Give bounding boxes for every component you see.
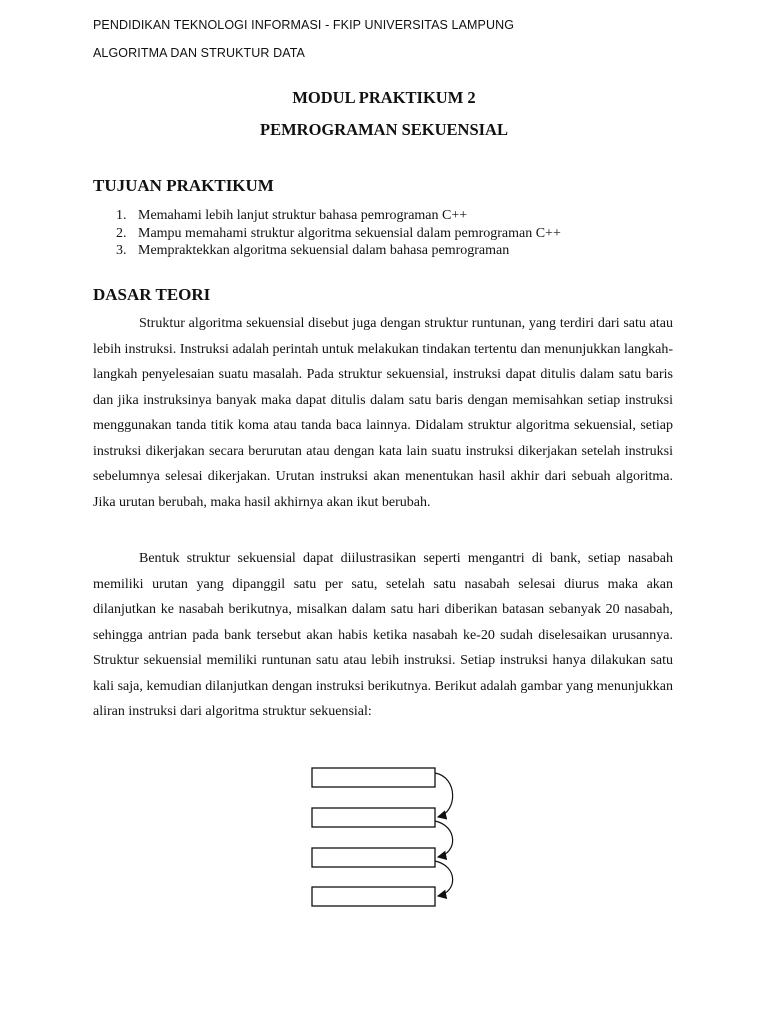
header-course: ALGORITMA DAN STRUKTUR DATA [93,46,305,60]
section-heading-dasar-teori: DASAR TEORI [93,285,211,304]
flow-arrow [435,773,453,817]
list-item-text: Mampu memahami struktur algoritma sekuensial dalam pemrograman C++ [138,225,561,241]
instruction-box [312,808,435,827]
flow-arrow [435,861,453,896]
instruction-box [312,848,435,867]
instruction-box [312,768,435,787]
list-item-text: Mempraktekkan algoritma sekuensial dalam bahasa pemrograman [138,243,510,258]
list-item [93,225,693,243]
goals-list [93,207,693,260]
list-item-text: Memahami lebih lanjut struktur bahasa pemrograman C++ [138,208,468,223]
paragraph-bank-queue-illustration: Bentuk struktur sekuensial dapat diilustrasikan seperti mengantri di bank, setiap nasabah memiliki urutan yang dipanggil satu per satu, setelah satu nasabah selesai diurus maka akan dilanjutkan ke nasabah berikutnya, misalkan dalam satu hari diberikan batasan sebanyak 20 nasabah, sehingga antrian pada bank tersebut akan habis ketika nasabah ke-20 sudah diselesaikan urusannya. Struktur sekuensial memiliki runtunan satu atau lebih instruksi. Setiap instruksi hanya dilakukan satu kali saja, kemudian dilanjutkan dengan instruksi berikutnya. Berikut adalah gambar yang menunjukkan aliran instruksi dari algoritma struktur sekuensial: [93,551,673,719]
sequential-flow-diagram [300,760,470,912]
list-item-number: 3. [116,243,127,258]
paragraph-sekuensial-definition: Struktur algoritma sekuensial disebut juga dengan struktur runtunan, yang terdiri dari satu atau lebih instruksi. Instruksi adalah perintah untuk melakukan tindakan tertentu dan menunjukkan langkah-langkah penyelesaian suatu masalah. Pada struktur sekuensial, instruksi dapat ditulis dalam satu baris dan jika instruksinya banyak maka dapat ditulis dalam satu baris dengan memisahkan setiap instruksi menggunakan tanda titik koma atau tanda baca lainnya. Didalam struktur algoritma sekuensial, setiap instruksi dikerjakan secara berurutan atau dengan kata lain suatu instruksi dikerjakan setelah instruksi sebelumnya selesai dikerjakan. Urutan instruksi akan menentukan hasil akhir dari sebuah algoritma. Jika urutan berubah, maka hasil akhirnya akan ikut berubah. [93,316,673,510]
list-item [93,242,693,260]
header-institution: PENDIDIKAN TEKNOLOGI INFORMASI - FKIP UNIVERSITAS LAMPUNG [93,18,515,32]
module-title: MODUL PRAKTIKUM 2 [292,88,476,107]
list-item-number: 2. [116,225,127,241]
flow-arrow [435,821,453,857]
instruction-box [312,887,435,906]
section-heading-tujuan: TUJUAN PRAKTIKUM [93,176,274,195]
list-item-number: 1. [116,208,127,223]
list-item [93,207,693,225]
module-subtitle: PEMROGRAMAN SEKUENSIAL [260,120,508,139]
